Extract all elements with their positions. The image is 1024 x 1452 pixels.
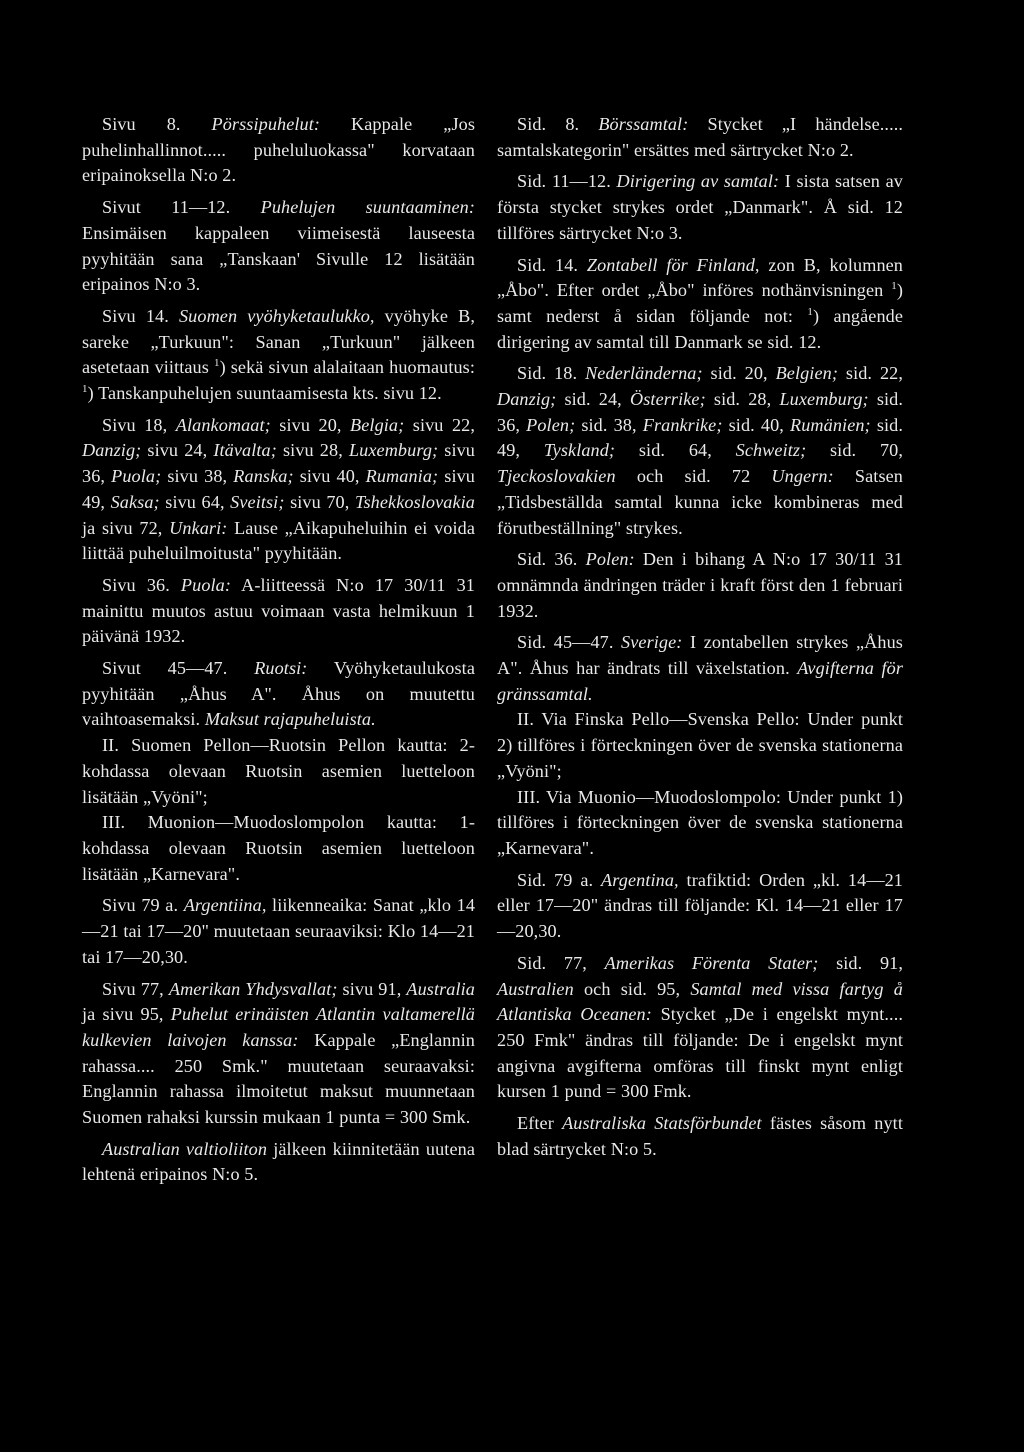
text-run: Sivu 36. (102, 574, 181, 595)
paragraph (82, 112, 475, 189)
italic-run: Samtal med vissa fartyg å Atlantiska Oceanen: (497, 978, 903, 1025)
italic-run: Puola; (111, 466, 162, 487)
text-run: Sid. 11—12. (517, 171, 617, 192)
text-run: Sid. 8. (517, 114, 599, 134)
italic-run: Amerikas Förenta Stater; (604, 952, 819, 973)
footnote-mark: 1 (807, 305, 813, 318)
paragraph (497, 547, 903, 624)
italic-run: Belgia; (350, 414, 405, 435)
italic-run: Puola: (180, 574, 232, 595)
italic-run: Pörssipuhelut: (211, 114, 321, 134)
italic-run: Australian valtioliiton (102, 1138, 268, 1159)
text-run: Kappale „Englannin rahassa.... 250 Smk." muutetaan seuraavaksi: Englannin rahassa ilmoitetut maksut muunnetaan Suomen rahaksi kurssin mukaan 1 punta = 300 Smk. (82, 1029, 475, 1128)
italic-run: Luxemburg; (348, 440, 439, 461)
paragraph (497, 361, 903, 541)
text-run: A-liitteessä N:o 17 30/11 31 mainittu muutos astuu voimaan vasta helmikuun 1 päivänä 1932. (82, 574, 475, 647)
text-run: Lause „Aikapuheluihin ei voida liittää puheluilmoitusta" pyyhitään. (82, 517, 475, 564)
italic-run: Ungern: (771, 466, 834, 487)
italic-run: Amerikan Yhdysvallat; (168, 978, 338, 999)
paragraph (82, 810, 475, 887)
text-run: sid. 91, (818, 952, 904, 973)
italic-run: Rumänien; (790, 414, 871, 435)
text-run: vyöhyke B, sareke „Turkuun": Sanan „Turkuun" jälkeen asetetaan viittaus (82, 305, 475, 378)
italic-run: Danzig; (497, 389, 557, 410)
italic-run: Ruotsi: (254, 658, 308, 679)
italic-run: Nederländerna; (585, 363, 703, 384)
text-run: sivu 38, (161, 466, 234, 487)
text-run: sid. 36, (497, 389, 903, 435)
text-run: ) angående dirigering av samtal till Danmark se sid. 12. (497, 305, 903, 352)
text-run: sivu 36, (82, 440, 475, 487)
italic-run: Börssamtal: (598, 114, 689, 134)
text-run: Sid. 45—47. (517, 632, 622, 653)
text-run: III. Via Muonio—Muodoslompolo: Under punkt 1) tillföres i förteckningen över de svenska stationerna „Karnevara". (497, 786, 903, 858)
paragraph (82, 195, 475, 298)
text-run: sid. 20, (702, 363, 776, 384)
paragraph (82, 733, 475, 810)
text-run: ja sivu 95, (82, 1004, 171, 1025)
text-run: sid. 38, (575, 414, 643, 435)
italic-run: Tshekkoslovakia (354, 491, 475, 512)
footnote-mark: 1 (82, 382, 88, 395)
paragraph (82, 656, 475, 733)
paragraph (82, 893, 475, 970)
italic-run: Suomen vyöhyketaulukko, (178, 305, 375, 326)
text-run: sid. 22, (837, 363, 904, 384)
text-run: sivu 28, (276, 440, 349, 461)
italic-run: Österrike; (630, 389, 706, 410)
text-run: Sivu 77, (102, 978, 169, 999)
paragraph (497, 169, 903, 246)
text-run: Efter (517, 1113, 563, 1134)
italic-run: Danzig; (82, 440, 142, 461)
text-run: sid. 49, (497, 414, 903, 461)
text-run: Sivut 11—12. (102, 197, 261, 218)
text-run: sivu 70, (284, 491, 355, 512)
text-run: III. Muonion—Muodoslompolon kautta: 1-kohdassa olevaan Ruotsin asemien luetteloon lisätään „Karnevara". (82, 812, 475, 884)
paragraph (497, 707, 903, 784)
text-run: sivu 49, (82, 466, 476, 512)
text-run: fästes såsom nytt blad särtrycket N:o 5. (497, 1113, 903, 1159)
italic-run: Puhelut erinäisten Atlantin valtamerellä kulkevien laivojen kanssa: (82, 1004, 475, 1050)
text-run: Satsen „Tidsbeställda samtal kunna icke kombineras med förutbeställning" strykes. (497, 466, 903, 538)
text-run: Vyöhyketaulukosta pyyhitään „Åhus A". Åhus on muutettu vaihtoasemaksi. (82, 658, 476, 730)
italic-run: Schweitz; (735, 440, 807, 461)
text-run: liikenneaika: Sanat „klo 14—21 tai 17—20" muutetaan seuraaviksi: Klo 14—21 tai 17—20,30. (82, 895, 476, 967)
text-run: II. Suomen Pellon—Ruotsin Pellon kautta: 2-kohdassa olevaan Ruotsin asemien luetteloon lisätään „Vyöni"; (82, 735, 475, 807)
italic-run: Avgifterna för gränssamtal. (497, 658, 903, 704)
text-run: I sista satsen av första stycket strykes ordet „Danmark". Å sid. 12 tillföres särtrycket N:o 3. (497, 171, 903, 243)
swedish-column (497, 112, 903, 1162)
text-run: trafiktid: Orden „kl. 14—21 eller 17—20" ändras till följande: Kl. 14—21 eller 17—20,30. (497, 869, 903, 942)
paragraph (497, 868, 903, 945)
footnote-mark: 1 (891, 280, 897, 293)
italic-run: Saksa; (110, 491, 160, 512)
italic-run: Polen: (585, 549, 635, 570)
text-run: Stycket „I händelse..... samtalskategorin" ersättes med särtrycket N:o 2. (497, 114, 904, 160)
italic-run: Rumania; (365, 466, 439, 487)
paragraph (497, 951, 903, 1105)
text-run: II. Via Finska Pello—Svenska Pello: Under punkt 2) tillföres i förteckningen över de svenska stationerna „Vyöni"; (497, 709, 903, 781)
italic-run: Luxemburg; (779, 389, 869, 410)
text-run: I zontabellen strykes „Åhus A". Åhus har ändrats till växelstation. (497, 632, 903, 679)
text-run: Sivu 18, (102, 414, 176, 435)
text-run: sivu 40, (293, 466, 366, 487)
italic-run: Polen; (526, 414, 576, 435)
paragraph (497, 112, 903, 163)
text-run: Sid. 79 a. (517, 869, 602, 890)
text-run: Sivu 8. (102, 114, 212, 134)
italic-run: Puhelujen suuntaaminen: (260, 197, 475, 218)
text-run: sid. 28, (705, 389, 780, 410)
text-run: sivu 22, (404, 414, 476, 435)
italic-run: Frankrike; (642, 414, 723, 435)
italic-run: Alankomaat; (175, 414, 271, 435)
text-run: Sid. 36. (517, 549, 586, 570)
paragraph (82, 1137, 475, 1188)
paragraph (497, 1111, 903, 1162)
italic-run: Australien (497, 978, 574, 999)
text-run: Den i bihang A N:o 17 30/11 31 omnämnda ändringen träder i kraft först den 1 februari 1932. (497, 549, 903, 621)
text-run: zon B, kolumnen „Åbo". Efter ordet „Åbo" införes nothänvisningen (497, 254, 904, 301)
text-run: Sid. 77, (517, 952, 605, 973)
text-run: ) sekä sivun alalaitaan huomautus: (219, 357, 475, 378)
text-run: Sid. 18. (517, 363, 586, 384)
text-run: Sivu 79 a. (102, 895, 184, 916)
paragraph (497, 630, 903, 707)
paragraph (82, 977, 475, 1131)
text-run: sivu 20, (270, 414, 351, 435)
italic-run: Sveitsi; (230, 491, 285, 512)
paragraph (82, 304, 475, 407)
text-run: ) samt nederst å sidan följande not: (497, 280, 903, 326)
italic-run: Australia (406, 978, 475, 999)
text-run: och sid. 72 (615, 466, 772, 487)
text-run: sid. 64, (615, 440, 736, 461)
text-run: Ensimäisen kappaleen viimeisestä lauseesta pyyhitään sana „Tanskaan' Sivulle 12 lisätään eripainos N:o 3. (82, 222, 475, 295)
italic-run: Sverige: (621, 632, 683, 653)
footnote-mark: 1 (213, 357, 220, 370)
italic-run: Ranska; (233, 466, 294, 487)
paragraph (82, 573, 475, 650)
text-run: sivu 64, (159, 491, 231, 512)
text-run: sivu 24, (141, 440, 214, 461)
text-run: sivu 91, (337, 978, 407, 999)
text-run: Sivut 45—47. (102, 658, 255, 679)
italic-run: Maksut rajapuheluista. (204, 709, 376, 730)
text-run: Sivu 14. (102, 305, 179, 326)
text-run: och sid. 95, (573, 978, 691, 999)
text-run: sid. 24, (556, 389, 630, 410)
text-run: Stycket „De i engelskt mynt.... 250 Fmk" ändras till följande: De i engelskt mynt angivna avgifterna omföras till finskt mynt enligt kursen 1 pund = 300 Fmk. (497, 1004, 903, 1102)
italic-run: Unkari: (169, 517, 228, 538)
italic-run: Dirigering av samtal: (616, 171, 780, 192)
italic-run: Australiska Statsförbundet (562, 1113, 762, 1134)
italic-run: Argentina, (601, 869, 679, 890)
paragraph (497, 253, 903, 356)
italic-run: Belgien; (775, 363, 838, 384)
italic-run: Tyskland; (543, 440, 616, 461)
italic-run: Itävalta; (213, 440, 277, 461)
finnish-column (82, 112, 475, 1188)
text-run: ) Tanskanpuhelujen suuntaamisesta kts. sivu 12. (87, 383, 442, 404)
text-run: ja sivu 72, (82, 517, 170, 538)
text-run: sid. 40, (722, 414, 791, 435)
paragraph (497, 785, 903, 862)
italic-run: Tjeckoslovakien (497, 466, 616, 487)
italic-run: Zontabell för Finland, (586, 254, 760, 275)
text-run: Kappale „Jos puhelinhallinnot..... puheluluokassa" korvataan eripainoksella N:o 2. (82, 114, 475, 186)
paragraph (82, 413, 475, 567)
text-run: jälkeen kiinnitetään uutena lehtenä eripainos N:o 5. (82, 1138, 475, 1185)
text-run: Sid. 14. (517, 254, 587, 275)
text-run: sid. 70, (806, 440, 903, 461)
italic-run: Argentiina, (183, 895, 267, 916)
